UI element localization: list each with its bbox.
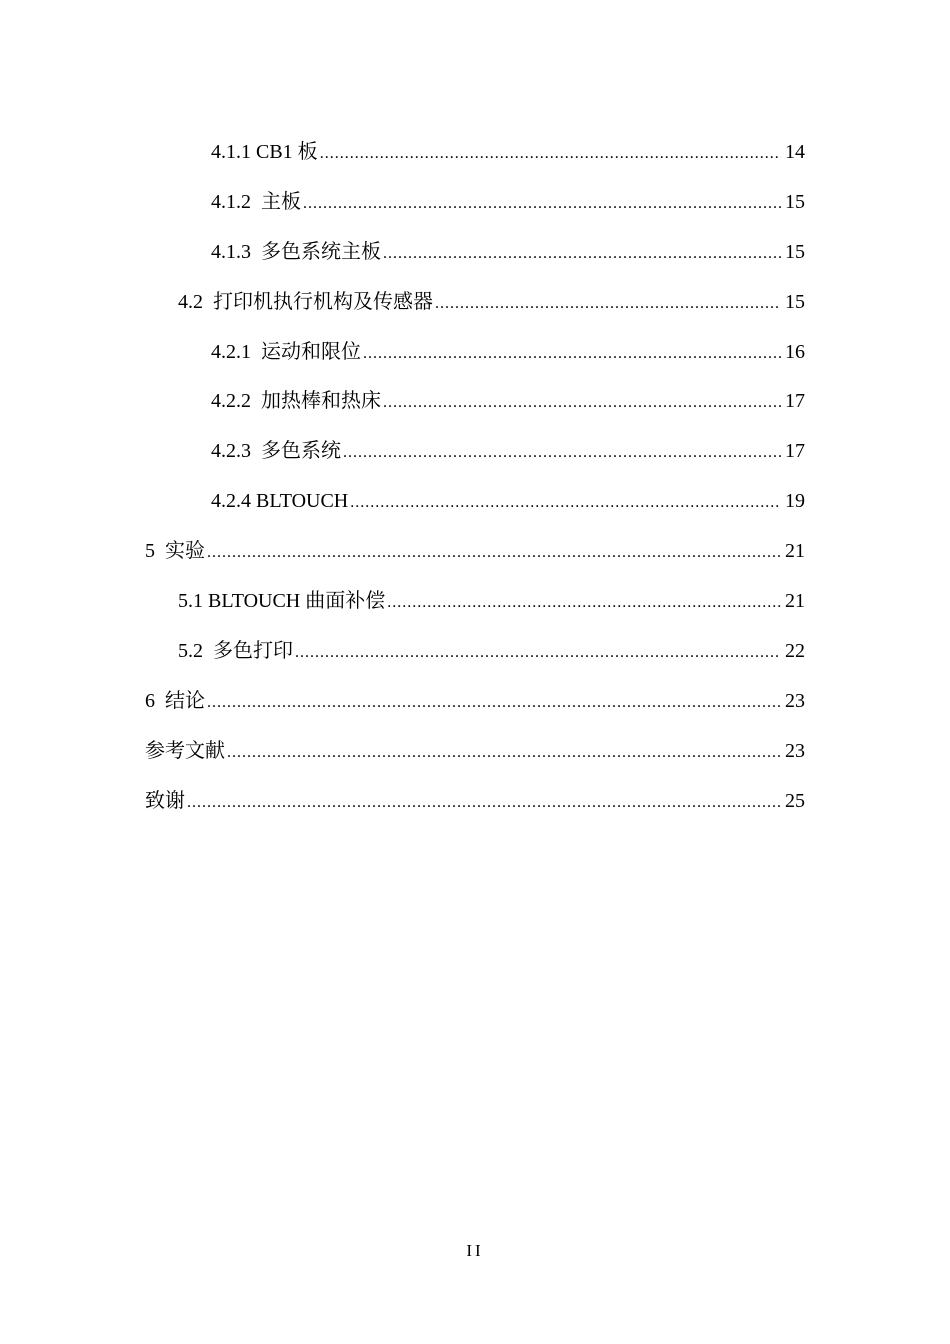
toc-entry-page: 17 — [785, 390, 805, 413]
toc-dot-leader — [303, 190, 781, 218]
toc-entry-page: 23 — [785, 739, 805, 762]
toc-entry[interactable] — [0, 227, 950, 277]
toc-dot-leader — [187, 789, 781, 817]
toc-entry-page: 17 — [785, 440, 805, 463]
toc-entry-page: 21 — [785, 540, 805, 563]
toc-dot-leader — [363, 340, 781, 368]
toc-entry[interactable] — [0, 776, 950, 826]
toc-entry[interactable] — [0, 426, 950, 476]
toc-entry-title: 4.1.3 多色系统主板 — [211, 240, 381, 263]
toc-dot-leader — [295, 639, 781, 667]
toc-entry-title: 4.2.4 BLTOUCH — [211, 490, 349, 513]
toc-entry[interactable] — [0, 476, 950, 526]
toc-entry-title: 5.1 BLTOUCH 曲面补偿 — [178, 589, 386, 612]
toc-entry-title: 4.2.3 多色系统 — [211, 440, 341, 463]
toc-entry-page: 15 — [785, 240, 805, 263]
toc-entry[interactable] — [0, 376, 950, 426]
toc-entry-title: 4.1.1 CB1 板 — [211, 140, 318, 163]
toc-entry-page: 25 — [785, 789, 805, 812]
toc-entry-title: 致谢 — [145, 789, 185, 812]
toc-dot-leader — [207, 539, 781, 567]
toc-entry-title: 4.2 打印机执行机构及传感器 — [178, 290, 433, 313]
toc-dot-leader — [320, 140, 781, 168]
toc-entry[interactable] — [0, 526, 950, 576]
toc-dot-leader — [383, 389, 781, 417]
toc-entry-title: 5 实验 — [145, 540, 205, 563]
page-number: II — [466, 1241, 484, 1260]
toc-entry-title: 4.1.2 主板 — [211, 190, 301, 213]
toc-dot-leader — [227, 739, 781, 767]
toc-entry[interactable] — [0, 726, 950, 776]
toc-entry[interactable] — [0, 177, 950, 227]
toc-entry[interactable] — [0, 127, 950, 177]
toc-entry[interactable] — [0, 576, 950, 626]
toc-entry-page: 19 — [785, 490, 805, 513]
toc-entry-page: 15 — [785, 290, 805, 313]
toc-entry-title: 参考文献 — [145, 739, 225, 762]
toc-entry[interactable] — [0, 626, 950, 676]
toc-dot-leader — [207, 689, 781, 717]
toc-entry-title: 6 结论 — [145, 689, 205, 712]
toc-dot-leader — [387, 589, 781, 617]
toc-entry[interactable] — [0, 327, 950, 377]
toc-entry-title: 4.2.2 加热棒和热床 — [211, 390, 381, 413]
toc-entry-page: 16 — [785, 340, 805, 363]
toc-entry[interactable] — [0, 676, 950, 726]
toc-entry-page: 15 — [785, 190, 805, 213]
toc-entry-page: 14 — [785, 140, 805, 163]
toc-entry-title: 5.2 多色打印 — [178, 639, 293, 662]
toc-dot-leader — [350, 489, 781, 517]
toc-entry-page: 22 — [785, 639, 805, 662]
toc-entry-page: 23 — [785, 689, 805, 712]
toc-dot-leader — [383, 240, 781, 268]
toc-entry-page: 21 — [785, 589, 805, 612]
toc-dot-leader — [435, 290, 781, 318]
toc-entry[interactable] — [0, 277, 950, 327]
table-of-contents — [0, 127, 950, 825]
toc-dot-leader — [343, 439, 781, 467]
toc-entry-title: 4.2.1 运动和限位 — [211, 340, 361, 363]
